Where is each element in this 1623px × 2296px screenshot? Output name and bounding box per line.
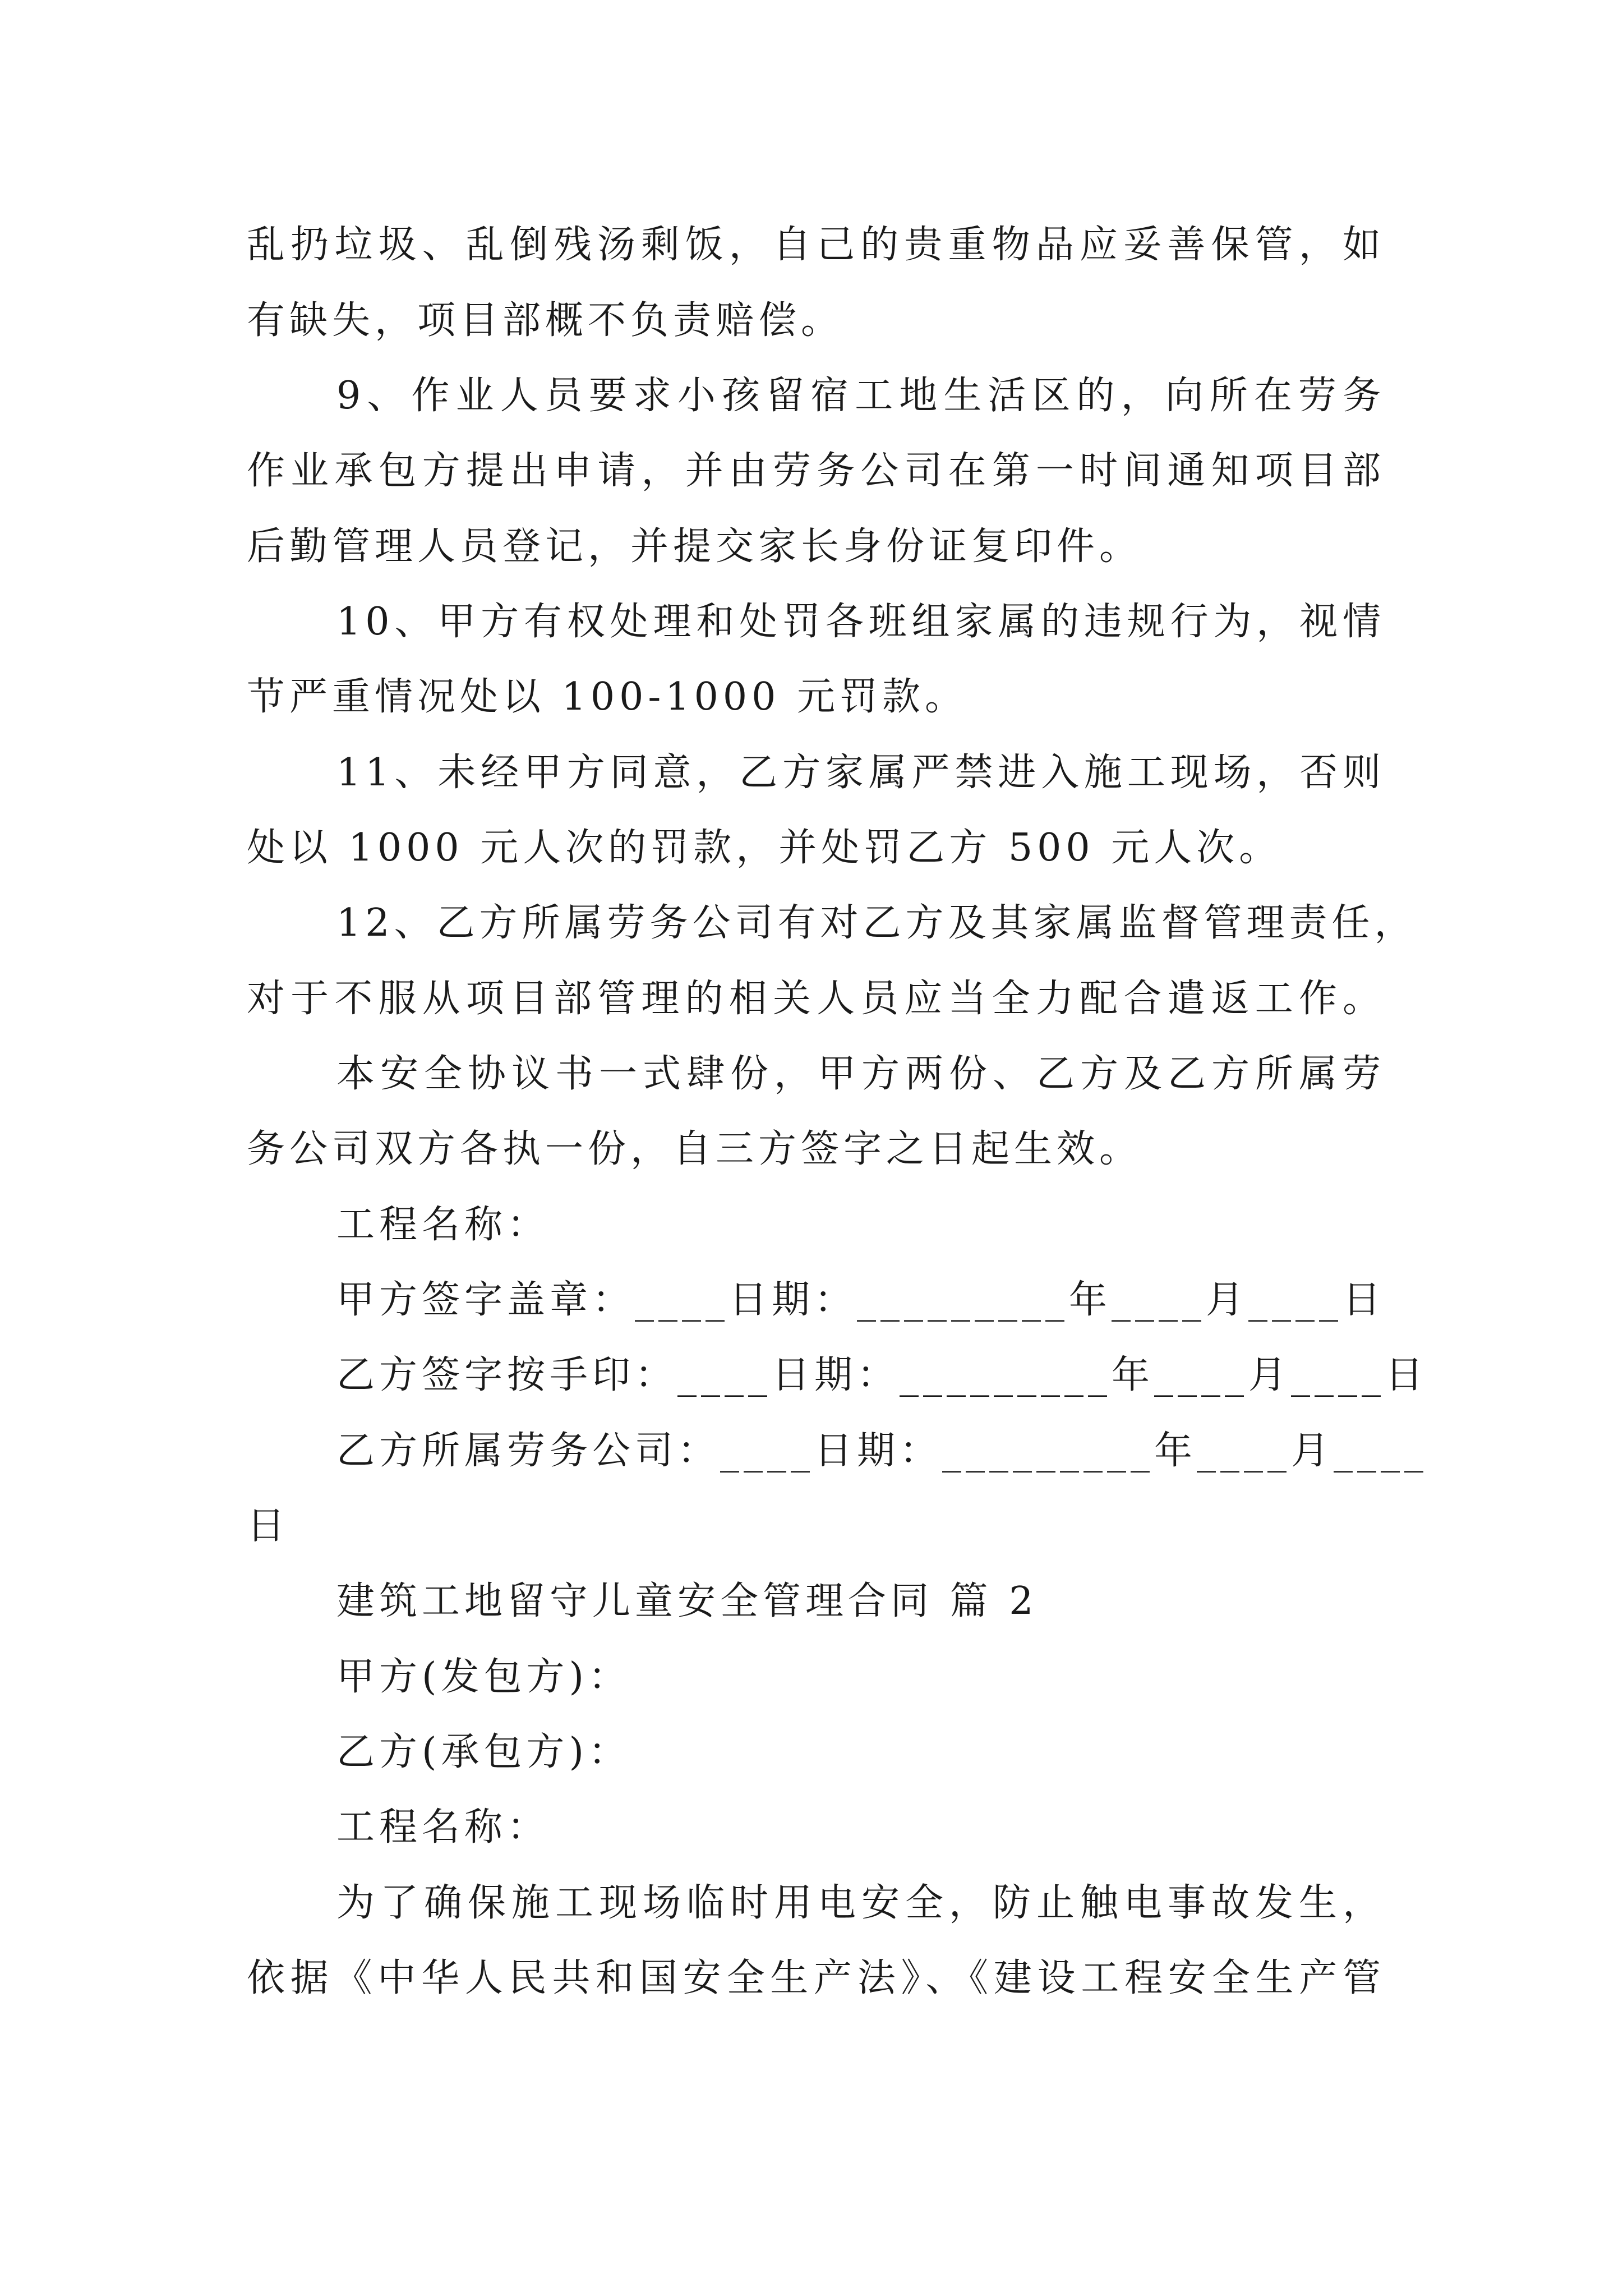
paragraph-line: 乱扔垃圾、乱倒残汤剩饭，自己的贵重物品应妥善保管，如	[247, 223, 1385, 267]
project-name-label: 工程名称：	[336, 1805, 550, 1849]
paragraph-line: 作业承包方提出申请，并由劳务公司在第一时间通知项目部	[247, 449, 1385, 493]
paragraph-line: 依据《中华人民共和国安全生产法》、《建设工程安全生产管	[247, 1956, 1385, 2000]
party-a-signature-line: 甲方签字盖章：____日期：_________年____月____日	[336, 1278, 1386, 1322]
paragraph-line: 9、作业人员要求小孩留宿工地生活区的，向所在劳务	[336, 374, 1385, 418]
project-name-label: 工程名称：	[336, 1203, 550, 1247]
paragraph-line: 10、甲方有权处理和处罚各班组家属的违规行为，视情	[336, 600, 1385, 644]
paragraph-line: 对于不服从项目部管理的相关人员应当全力配合遣返工作。	[247, 977, 1385, 1021]
paragraph-line: 节严重情况处以 100-1000 元罚款。	[247, 675, 968, 719]
party-a-label: 甲方(发包方)：	[336, 1655, 631, 1699]
paragraph-line: 后勤管理人员登记，并提交家长身份证复印件。	[247, 524, 1142, 569]
section-heading: 建筑工地留守儿童安全管理合同 篇 2	[336, 1579, 1038, 1623]
paragraph-line: 11、未经甲方同意，乙方家属严禁进入施工现场，否则	[336, 751, 1385, 795]
paragraph-line: 为了确保施工现场临时用电安全，防止触电事故发生，	[336, 1881, 1385, 1925]
paragraph-line: 12、乙方所属劳务公司有对乙方及其家属监督管理责任，	[336, 901, 1417, 945]
paragraph-line: 日	[247, 1504, 290, 1548]
paragraph-line: 本安全协议书一式肆份，甲方两份、乙方及乙方所属劳	[336, 1052, 1385, 1096]
paragraph-line: 处以 1000 元人次的罚款，并处罚乙方 500 元人次。	[247, 826, 1282, 870]
labor-company-signature-line: 乙方所属劳务公司：____日期：_________年____月____	[336, 1429, 1428, 1473]
party-b-signature-line: 乙方签字按手印：____日期：_________年____月____日	[336, 1353, 1428, 1397]
party-b-label: 乙方(承包方)：	[336, 1730, 631, 1774]
paragraph-line: 务公司双方各执一份，自三方签字之日起生效。	[247, 1127, 1142, 1171]
paragraph-line: 有缺失，项目部概不负责赔偿。	[247, 298, 844, 343]
